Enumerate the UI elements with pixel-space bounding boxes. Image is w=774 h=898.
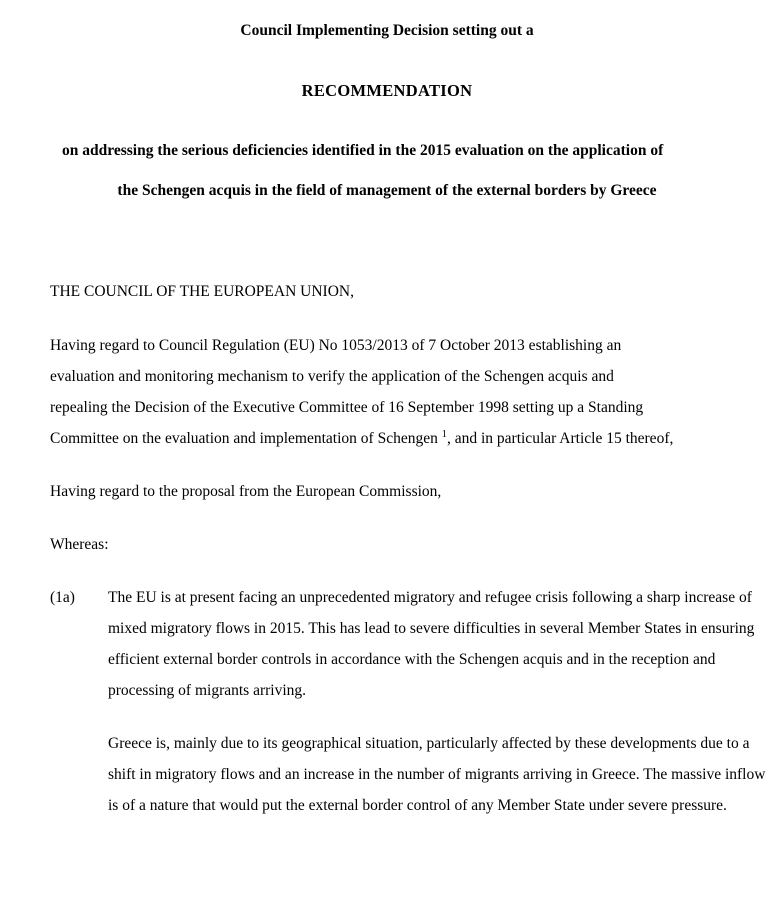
- addressee-line: THE COUNCIL OF THE EUROPEAN UNION,: [50, 282, 354, 300]
- document-subtitle-line-1: on addressing the serious deficiencies identified in the 2015 evaluation on the application of: [62, 142, 664, 159]
- document-body: [0, 276, 774, 821]
- whereas-label: Whereas:: [50, 535, 109, 553]
- having-regard-1-line-2: evaluation and monitoring mechanism to verify the application of the Schengen acquis and: [50, 367, 614, 385]
- having-regard-1-line-4-text-b: , and in particular Article 15 thereof,: [446, 429, 674, 447]
- document-title-line-2: RECOMMENDATION: [301, 80, 473, 100]
- having-regard-paragraph-2: Having regard to the proposal from the European Commission,: [50, 482, 442, 500]
- having-regard-1-line-3: repealing the Decision of the Executive Committee of 16 September 1998 setting up a Standing: [50, 398, 644, 416]
- recital-body: [108, 582, 774, 821]
- document-title-block: [0, 0, 774, 99]
- document-subtitle-line-2: the Schengen acquis in the field of management of the external borders by Greece: [117, 182, 657, 200]
- recital-paragraph-1: The EU is at present facing an unprecedented migratory and refugee crisis following a sharp increase of mixed migratory flows in 2015. This has lead to severe difficulties in several Member States in ensuring efficient external border controls in accordance with the Schengen acquis and in the reception and processing of migrants arriving.: [108, 588, 755, 699]
- document-subtitle-block: [0, 143, 774, 200]
- footnote-marker-1: 1: [441, 428, 447, 440]
- document-title-line-1: Council Implementing Decision setting out a: [240, 22, 534, 39]
- having-regard-paragraph-1: [50, 330, 774, 454]
- having-regard-1-line-4: [50, 430, 673, 447]
- recital-1a: [50, 582, 774, 821]
- recital-number: (1a): [50, 588, 75, 606]
- recital-paragraph-2: Greece is, mainly due to its geographical situation, particularly affected by these developments due to a shift in migratory flows and an increase in the number of migrants arriving in Greece. The massive inflow is of a nature that would put the external border control of any Member State under severe pressure.: [108, 734, 766, 814]
- having-regard-1-line-4-text-a: Committee on the evaluation and implementation of Schengen: [50, 429, 442, 447]
- having-regard-1-line-1: Having regard to Council Regulation (EU) No 1053/2013 of 7 October 2013 establishing an: [50, 336, 622, 354]
